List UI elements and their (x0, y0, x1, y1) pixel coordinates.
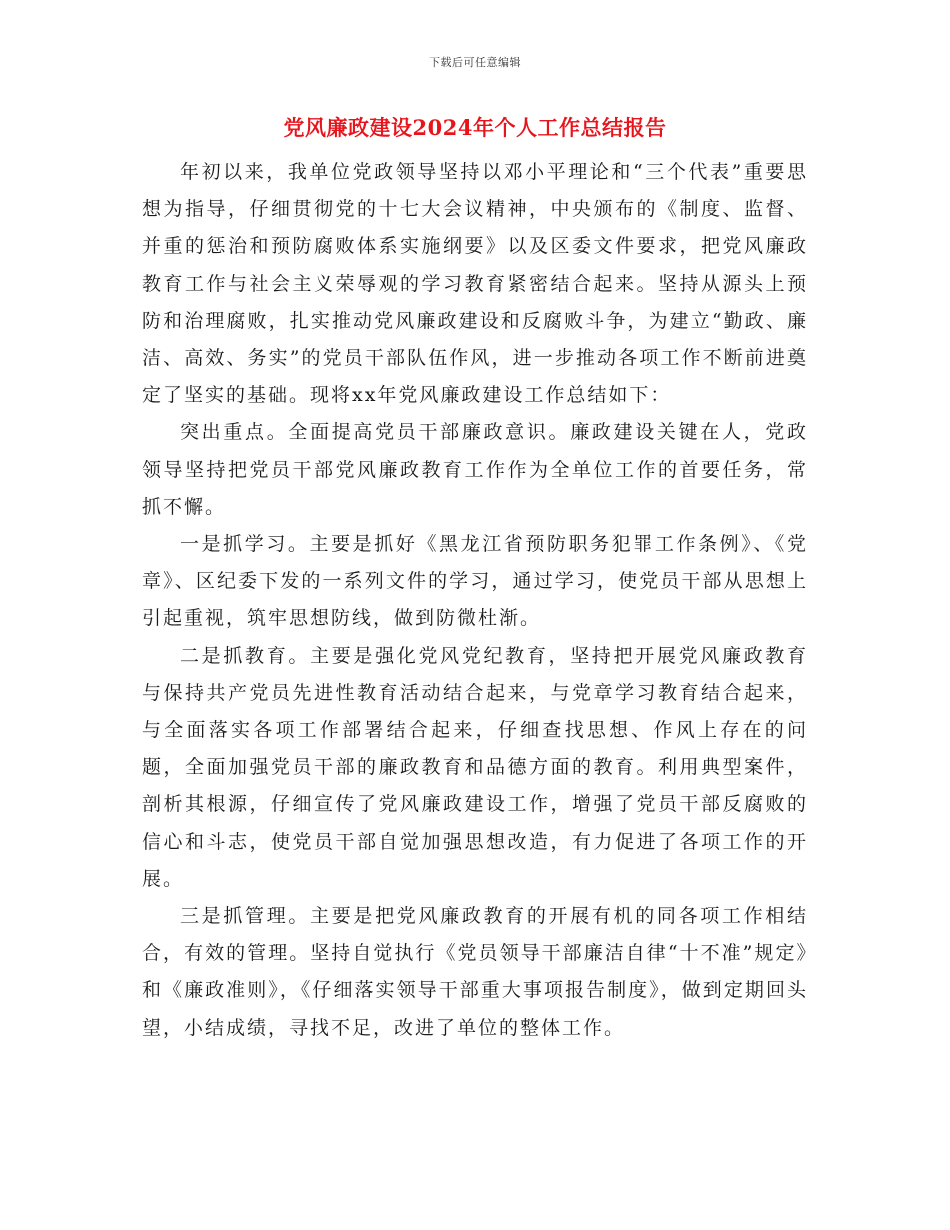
paragraph-education: 二是抓教育。主要是强化党风党纪教育，坚持把开展党风廉政教育与保持共产党员先进性教育活动结合起来，与党章学习教育结合起来，与全面落实各项工作部署结合起来，仔细查找思想、作风上存在的问题，全面加强党员干部的廉政教育和品德方面的教育。利用典型案件，剖析其根源，仔细宣传了党风廉政建设工作，增强了党员干部反腐败的信心和斗志，使党员干部自觉加强思想改造，有力促进了各项工作的开展。 (142, 644, 808, 890)
paragraph-intro: 年初以来，我单位党政领导坚持以邓小平理论和“三个代表”重要思想为指导，仔细贯彻党的十七大会议精神，中央颁布的《制度、监督、并重的惩治和预防腐败体系实施纲要》以及区委文件要求，把党风廉政教育工作与社会主义荣辱观的学习教育紧密结合起来。坚持从源头上预防和治理腐败，扎实推动党风廉政建设和反腐败斗争，为建立“勤政、廉洁、高效、务实”的党员干部队伍作风，进一步推动各项工作不断前进奠定了坚实的基础。现将xx年党风廉政建设工作总结如下： (142, 161, 808, 407)
document-title: 党风廉政建设2024年个人工作总结报告 (283, 115, 667, 140)
document-body (142, 154, 808, 1047)
paragraph-management: 三是抓管理。主要是把党风廉政教育的开展有机的同各项工作相结合，有效的管理。坚持自觉执行《党员领导干部廉洁自律“十不准”规定》和《廉政准则》，《仔细落实领导干部重大事项报告制度》，做到定期回头望，小结成绩，寻找不足，改进了单位的整体工作。 (142, 905, 808, 1039)
paragraph-study: 一是抓学习。主要是抓好《黑龙江省预防职务犯罪工作条例》、《党章》、区纪委下发的一系列文件的学习，通过学习，使党员干部从思想上引起重视，筑牢思想防线，做到防微杜渐。 (142, 533, 808, 630)
header-note: 下载后可任意编辑 (429, 56, 521, 69)
paragraph-focus: 突出重点。全面提高党员干部廉政意识。廉政建设关键在人，党政领导坚持把党员干部党风廉政教育工作作为全单位工作的首要任务，常抓不懈。 (142, 421, 808, 518)
